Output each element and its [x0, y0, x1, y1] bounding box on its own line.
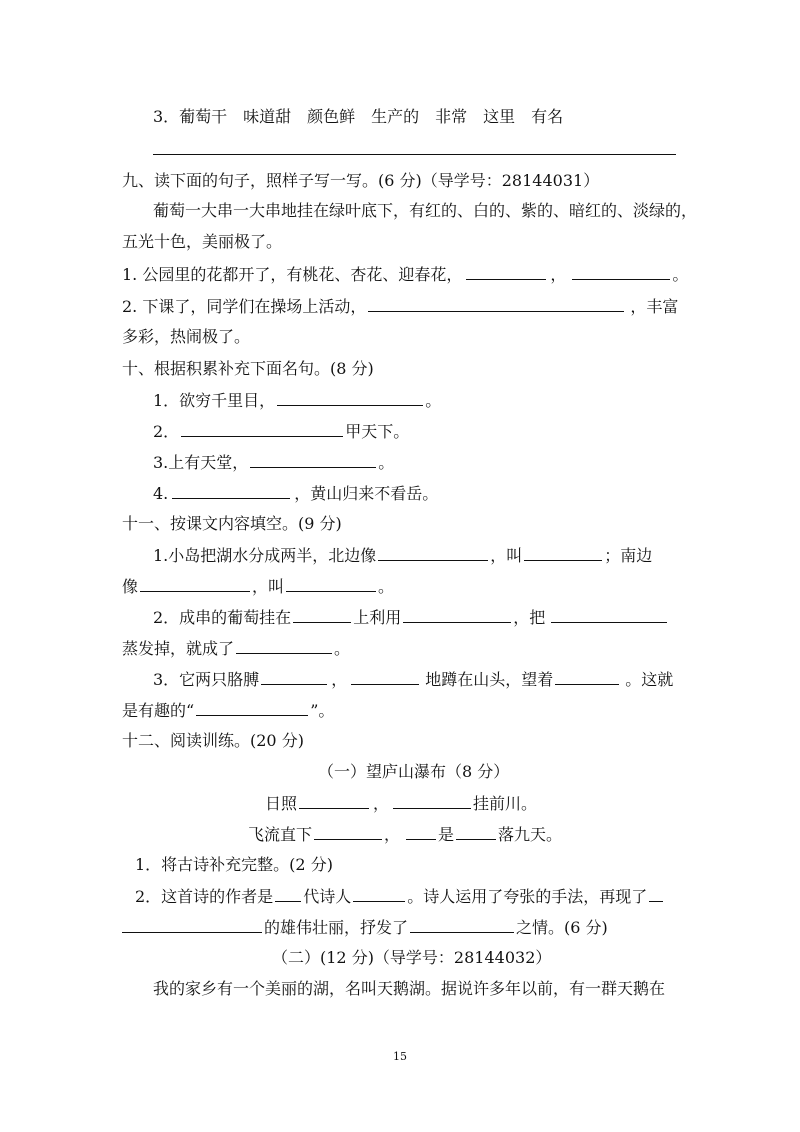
poem-text: ， — [384, 825, 401, 844]
section-11-question-3-cont — [122, 699, 334, 722]
fill-blank[interactable] — [368, 295, 624, 312]
section-10-question-4 — [153, 482, 438, 505]
poem-line-1 — [265, 792, 537, 815]
fill-blank[interactable] — [181, 420, 343, 437]
fill-blank[interactable] — [293, 606, 351, 623]
fill-blank[interactable] — [277, 389, 423, 406]
reading-passage-line-1: 我的家乡有一个美丽的湖，名叫天鹅湖。据说许多年以前，有一群天鹅在 — [153, 979, 666, 998]
fill-blank[interactable] — [122, 916, 262, 933]
question-text: 甲天下。 — [345, 422, 410, 441]
poem-text: ， — [373, 794, 390, 813]
fill-blank[interactable] — [353, 885, 405, 902]
example-sentence-line-2: 五光十色，美丽极了。 — [122, 232, 283, 251]
fill-blank[interactable] — [456, 823, 496, 840]
poem-text: 日照 — [265, 794, 298, 813]
question-text: 地蹲在山头，望着 — [425, 670, 554, 689]
question-text: 。 — [378, 453, 395, 472]
fill-blank[interactable] — [196, 699, 308, 716]
question-text: 。 — [334, 639, 351, 658]
fill-blank[interactable] — [649, 885, 663, 902]
poem-text: 挂前川。 — [473, 794, 538, 813]
fill-blank[interactable] — [250, 451, 376, 468]
section-9-question-1 — [122, 263, 688, 286]
section-10-question-3 — [153, 451, 394, 474]
question-text: 1．欲穷千里目， — [153, 391, 276, 410]
section-11-question-2 — [153, 606, 667, 629]
fill-blank[interactable] — [299, 792, 369, 809]
question-text: 4. — [153, 484, 169, 503]
example-sentence-line-1: 葡萄一大串一大串地挂在绿叶底下，有红的、白的、紫的、暗红的、淡绿的， — [153, 201, 698, 220]
question-text: ”。 — [310, 701, 335, 720]
question-text: 3.上有天堂， — [153, 453, 249, 472]
fill-blank[interactable] — [555, 668, 619, 685]
question-text: ， — [331, 670, 348, 689]
question-text: 2．成串的葡萄挂在 — [153, 608, 292, 627]
fill-blank[interactable] — [393, 792, 471, 809]
poem-text: 飞流直下 — [248, 825, 313, 844]
section-11-title: 十一、按课文内容填空。(9 分) — [122, 514, 342, 533]
word-order-item-3: 3．葡萄干 味道甜 颜色鲜 生产的 非常 这里 有名 — [153, 107, 564, 126]
page-number: 15 — [393, 1050, 407, 1063]
fill-blank[interactable] — [261, 668, 327, 685]
poem-text: 落九天。 — [498, 825, 563, 844]
question-text: ，黄山归来不看岳。 — [294, 484, 439, 503]
question-text: ，叫 — [252, 577, 285, 596]
question-text: 2． — [153, 422, 180, 441]
fill-blank[interactable] — [286, 575, 376, 592]
answer-line[interactable] — [153, 154, 676, 155]
fill-blank[interactable] — [140, 575, 250, 592]
question-text: 3．它两只胳膊 — [153, 670, 260, 689]
fill-blank[interactable] — [314, 823, 382, 840]
question-text: 之情。(6 分) — [516, 918, 608, 937]
question-text: ，把 — [513, 608, 546, 627]
fill-blank[interactable] — [275, 885, 301, 902]
reading-question-2 — [135, 885, 663, 908]
reading-question-2-cont — [122, 916, 608, 939]
fill-blank[interactable] — [378, 544, 488, 561]
question-text: 蒸发掉，就成了 — [122, 639, 235, 658]
poem-line-2 — [248, 823, 562, 846]
question-text: 像 — [122, 577, 139, 596]
fill-blank[interactable] — [466, 263, 546, 280]
section-10-title: 十、根据积累补充下面名句。(8 分) — [122, 359, 374, 378]
question-text: ，叫 — [490, 546, 523, 565]
section-11-question-1 — [153, 544, 652, 567]
reading-part-1-title: （一）望庐山瀑布（8 分） — [318, 762, 510, 781]
question-text: 。诗人运用了夸张的手法，再现了 — [407, 887, 648, 906]
question-text: 。 — [425, 391, 442, 410]
fill-blank[interactable] — [524, 544, 602, 561]
question-text: 代诗人 — [303, 887, 352, 906]
question-text: 。 — [672, 265, 689, 284]
fill-blank[interactable] — [236, 637, 332, 654]
section-9-question-2-cont: 多彩，热闹极了。 — [122, 327, 251, 346]
section-11-question-3 — [153, 668, 673, 691]
question-text: 1.小岛把湖水分成两半，北边像 — [153, 546, 377, 565]
question-text: 1. 公园里的花都开了，有桃花、杏花、迎春花， — [122, 265, 463, 284]
question-text: ， — [550, 265, 567, 284]
section-9-title: 九、读下面的句子，照样子写一写。(6 分)（导学号：28144031） — [122, 171, 600, 190]
question-text: 2．这首诗的作者是 — [135, 887, 274, 906]
poem-text: 是 — [438, 825, 455, 844]
section-11-question-1-cont — [122, 575, 394, 598]
fill-blank[interactable] — [410, 916, 514, 933]
reading-part-2-title: （二）(12 分)（导学号：28144032） — [272, 948, 552, 967]
question-text: 。这就 — [625, 670, 674, 689]
fill-blank[interactable] — [572, 263, 670, 280]
fill-blank[interactable] — [403, 606, 511, 623]
question-text: 是有趣的“ — [122, 701, 195, 720]
section-10-question-2 — [153, 420, 409, 443]
section-9-question-2 — [122, 295, 678, 318]
question-text: ；南边 — [604, 546, 653, 565]
reading-question-1: 1．将古诗补充完整。(2 分) — [135, 855, 333, 874]
question-text: 。 — [378, 577, 395, 596]
question-text: 2. 下课了，同学们在操场上活动， — [122, 297, 367, 316]
section-11-question-2-cont — [122, 637, 350, 660]
question-text: 上利用 — [353, 608, 402, 627]
section-12-title: 十二、阅读训练。(20 分) — [122, 731, 304, 750]
question-text: ，丰富 — [630, 297, 679, 316]
fill-blank[interactable] — [351, 668, 419, 685]
fill-blank[interactable] — [406, 823, 436, 840]
fill-blank[interactable] — [551, 606, 667, 623]
question-text: 的雄伟壮丽，抒发了 — [264, 918, 409, 937]
section-10-question-1 — [153, 389, 441, 412]
fill-blank[interactable] — [172, 482, 290, 499]
